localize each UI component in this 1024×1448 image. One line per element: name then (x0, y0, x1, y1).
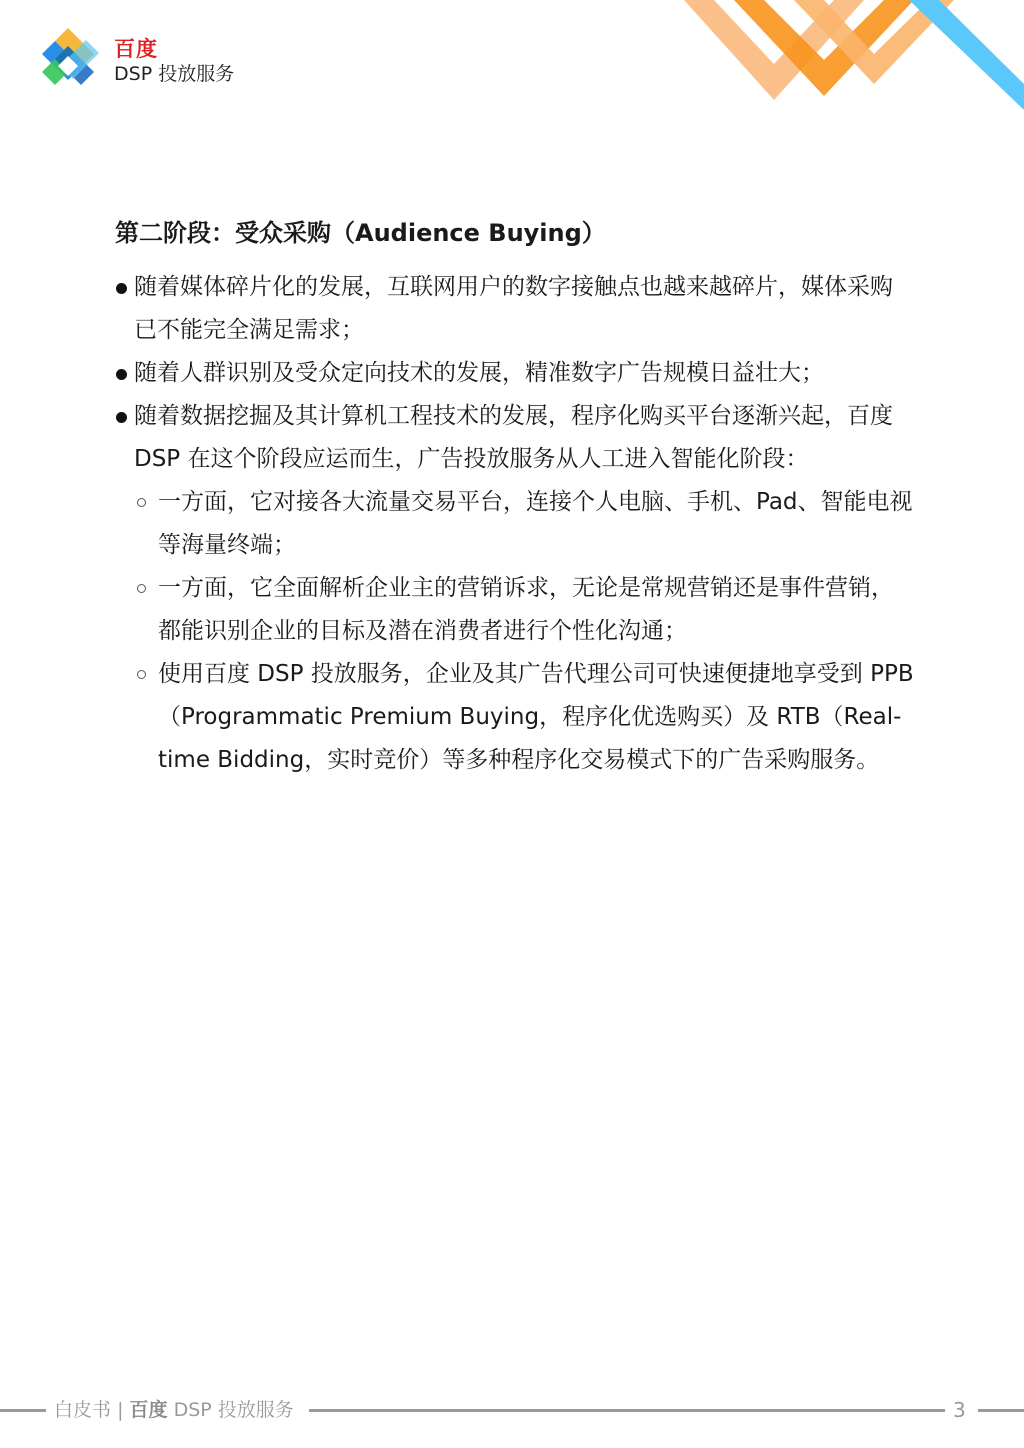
footer-rule-right (978, 1409, 1024, 1412)
bullet-item: 随着人群识别及受众定向技术的发展，精准数字广告规模日益壮大； (115, 352, 915, 395)
baidu-dsp-logo-icon (40, 26, 112, 100)
footer-separator: | (117, 1399, 124, 1421)
sub-bullet-item: 使用百度 DSP 投放服务，企业及其广告代理公司可快速便捷地享受到 PPB（Programmatic Premium Buying，程序化优选购买）及 RTB（Real-time Bidding，实时竞价）等多种程序化交易模式下的广告采购服务。 (134, 653, 915, 782)
sub-bullet-item: 一方面，它全面解析企业主的营销诉求，无论是常规营销还是事件营销，都能识别企业的目标及潜在消费者进行个性化沟通； (134, 567, 915, 653)
page-number: 3 (953, 1398, 966, 1422)
footer-doc-type: 白皮书 (54, 1399, 112, 1421)
bullet-item: 随着媒体碎片化的发展，互联网用户的数字接触点也越来越碎片，媒体采购已不能完全满足需求； (115, 266, 915, 352)
bullet-text: 随着数据挖掘及其计算机工程技术的发展，程序化购买平台逐渐兴起，百度 DSP 在这个阶段应运而生，广告投放服务从人工进入智能化阶段： (134, 403, 893, 472)
footer-product: DSP 投放服务 (173, 1399, 294, 1421)
footer-brand: 百度 (129, 1399, 168, 1421)
footer-rule-middle (309, 1409, 945, 1412)
sub-bullet-item: 一方面，它对接各大流量交易平台，连接个人电脑、手机、Pad、智能电视等海量终端； (134, 481, 915, 567)
sub-bullet-list (134, 481, 915, 782)
bullet-list (115, 266, 915, 782)
decorative-chevrons-icon (664, 0, 1024, 112)
brand-block (114, 36, 234, 86)
brand-subtitle: DSP 投放服务 (114, 63, 235, 85)
footer-rule-left (0, 1409, 46, 1412)
brand-name: 百度 (114, 37, 158, 61)
bullet-item (115, 395, 915, 782)
section-title: 第二阶段：受众采购（Audience Buying） (115, 219, 606, 247)
footer-label (54, 1396, 294, 1424)
main-content (115, 208, 915, 782)
